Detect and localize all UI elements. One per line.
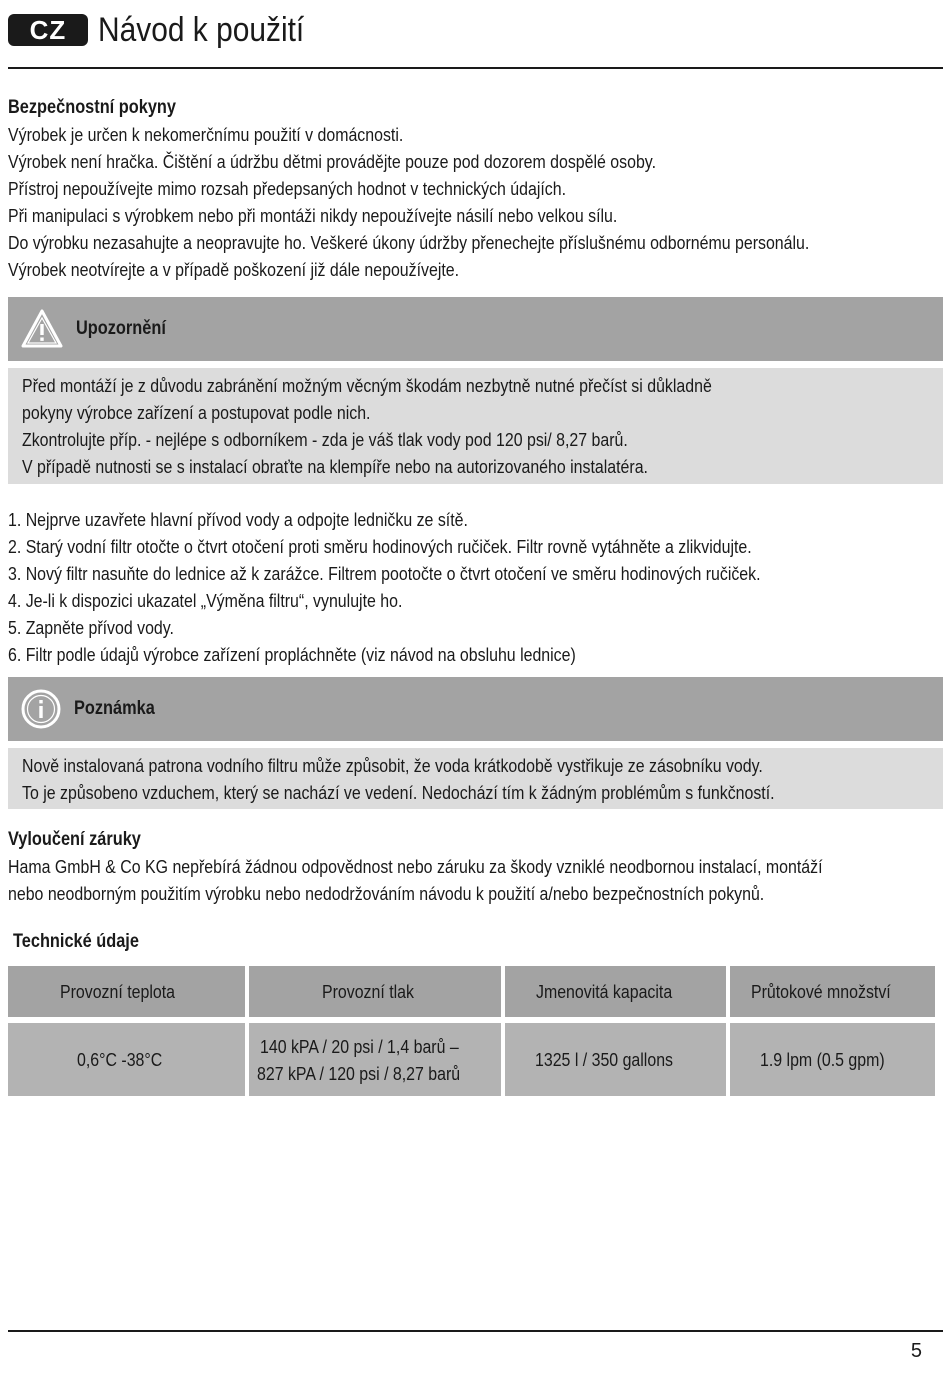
list-item: 3. Nový filtr nasuňte do lednice až k zarážce. Filtrem pootočte o čtvrt otočení ve směru hodinových ručiček. (8, 563, 761, 584)
table-cell-flow: 1.9 lpm (0.5 gpm) (730, 1023, 935, 1096)
steps-list (8, 506, 943, 668)
tech-section (13, 928, 948, 955)
warranty-line: Hama GmbH & Co KG nepřebírá žádnou odpovědnost nebo záruku za škody vzniklé neodbornou instalací, montáží (8, 856, 823, 877)
column-header: Provozní teplota (8, 966, 245, 1017)
warning-line: Před montáží je z důvodu zabránění možným věcným škodám nezbytně nutné přečíst si důkladně (22, 375, 712, 396)
document-title: Návod k použití (98, 10, 305, 49)
warranty-section (8, 826, 943, 907)
safety-line: Při manipulaci s výrobkem nebo při montáži nikdy nepoužívejte násilí nebo velkou sílu. (8, 205, 618, 226)
table-cell-pressure: 140 kPA / 20 psi / 1,4 barů – 827 kPA / 120 psi / 8,27 barů (249, 1023, 502, 1096)
table-header-row (8, 966, 935, 1017)
table-cell-capacity: 1325 l / 350 gallons (505, 1023, 725, 1096)
tech-table (4, 966, 939, 1096)
list-item: 1. Nejprve uzavřete hlavní přívod vody a odpojte ledničku ze sítě. (8, 509, 468, 530)
warning-line: V případě nutnosti se s instalací obraťte na klempíře nebo na autorizovaného instalatéra. (22, 456, 648, 477)
warning-body (8, 368, 943, 484)
column-header: Jmenovitá kapacita (505, 966, 725, 1017)
safety-line: Výrobek není hračka. Čištění a údržbu dětmi provádějte pouze pod dozorem dospělé osoby. (8, 151, 656, 172)
warning-header (8, 297, 943, 361)
list-item: 5. Zapněte přívod vody. (8, 617, 174, 638)
safety-line: Výrobek neotvírejte a v případě poškození již dále nepoužívejte. (8, 259, 460, 280)
note-body (8, 748, 943, 809)
safety-line: Přístroj nepoužívejte mimo rozsah předepsaných hodnot v technických údajích. (8, 178, 567, 199)
safety-line: Do výrobku nezasahujte a neopravujte ho. Veškeré úkony údržby přenechejte příslušnému odbornému personálu. (8, 232, 810, 253)
note-label: Poznámka (74, 698, 155, 719)
page-header (8, 8, 332, 52)
info-icon (20, 688, 62, 730)
warning-triangle-icon (20, 308, 64, 350)
list-item: 2. Starý vodní filtr otočte o čtvrt otočení proti směru hodinových ručiček. Filtr rovně vytáhněte a zlikvidujte. (8, 536, 752, 557)
warning-line: pokyny výrobce zařízení a postupovat podle nich. (22, 402, 371, 423)
note-line: To je způsobeno vzduchem, který se nachází ve vedení. Nedochází tím k žádným problémům s funkčností. (22, 782, 775, 803)
list-item: 4. Je-li k dispozici ukazatel „Výměna filtru“, vynulujte ho. (8, 590, 403, 611)
note-header (8, 677, 943, 741)
warranty-line: nebo neodborným použitím výrobku nebo nedodržováním návodu k použití a/nebo bezpečnostních pokynů. (8, 883, 765, 904)
tech-heading: Technické údaje (13, 931, 139, 952)
warning-label: Upozornění (76, 318, 166, 339)
safety-section (8, 94, 943, 283)
list-item: 6. Filtr podle údajů výrobce zařízení propláchněte (viz návod na obsluhu lednice) (8, 644, 576, 665)
warranty-heading: Vyloučení záruky (8, 829, 141, 850)
footer-rule (8, 1330, 943, 1332)
table-cell-temperature: 0,6°C -38°C (8, 1023, 245, 1096)
language-badge: CZ (8, 14, 88, 46)
page-number: 5 (910, 1340, 922, 1362)
safety-line: Výrobek je určen k nekomerčnímu použití v domácnosti. (8, 124, 404, 145)
warning-line: Zkontrolujte příp. - nejlépe s odborníkem - zda je váš tlak vody pod 120 psi/ 8,27 barů. (22, 429, 628, 450)
column-header: Průtokové množství (730, 966, 935, 1017)
column-header: Provozní tlak (249, 966, 502, 1017)
header-rule (8, 67, 943, 69)
safety-heading: Bezpečnostní pokyny (8, 97, 176, 118)
note-line: Nově instalovaná patrona vodního filtru může způsobit, že voda krátkodobě vystřikuje ze zásobníku vody. (22, 755, 763, 776)
table-row (8, 1023, 935, 1096)
